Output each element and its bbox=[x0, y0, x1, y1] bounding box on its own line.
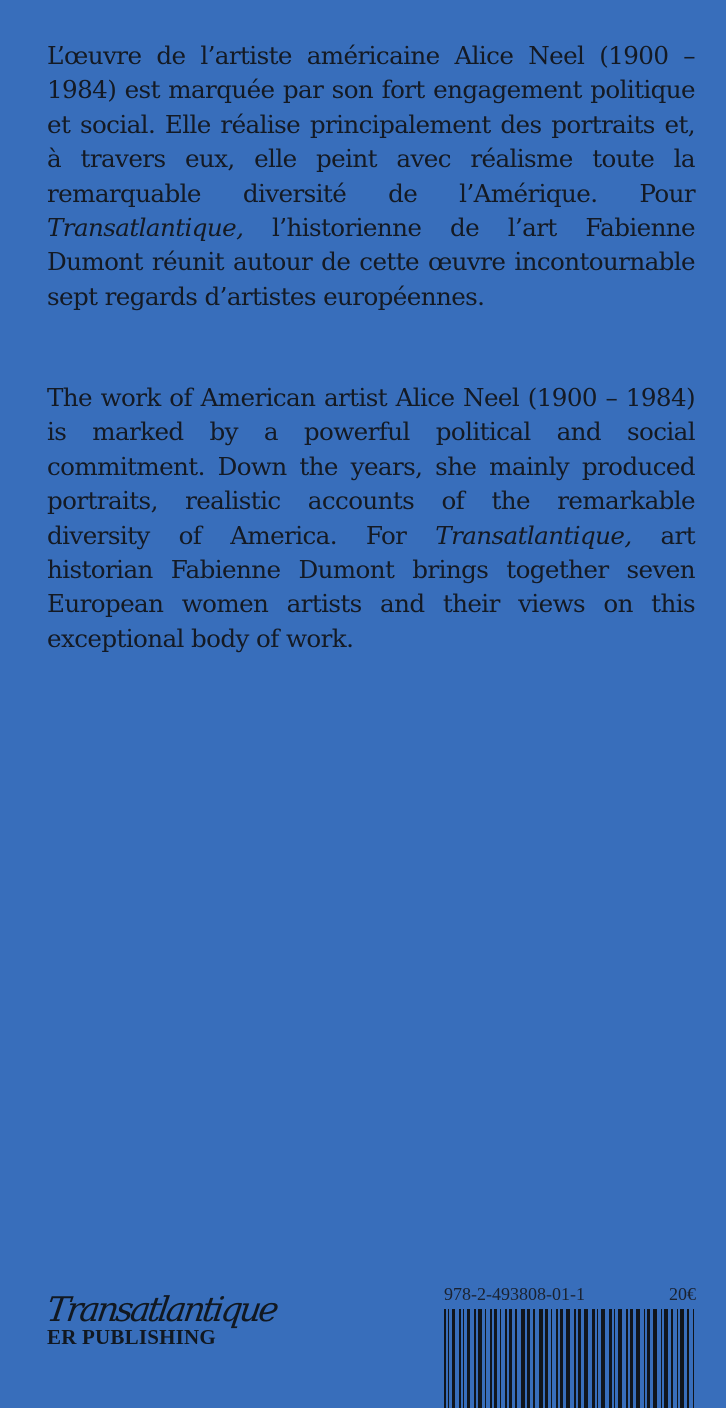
barcode-bar bbox=[478, 1309, 482, 1408]
barcode-bar bbox=[490, 1309, 492, 1408]
barcode-bar bbox=[630, 1309, 633, 1408]
barcode-bar bbox=[574, 1309, 576, 1408]
barcode-bar bbox=[533, 1309, 535, 1408]
barcode-bar bbox=[485, 1309, 486, 1408]
barcode-bar bbox=[592, 1309, 595, 1408]
barcode-bar bbox=[584, 1309, 588, 1408]
barcode-bar bbox=[500, 1309, 501, 1408]
barcode-bar bbox=[693, 1309, 694, 1408]
barcode-bar bbox=[515, 1309, 517, 1408]
barcode-bar bbox=[680, 1309, 684, 1408]
barcode-bar bbox=[505, 1309, 507, 1408]
publisher-logo bbox=[44, 1290, 279, 1349]
publisher-name: ER PUBLISHING bbox=[47, 1325, 216, 1349]
english-description bbox=[47, 381, 695, 656]
price-label: 20€ bbox=[669, 1284, 696, 1304]
barcode-bar bbox=[444, 1309, 446, 1408]
barcode-bar bbox=[609, 1309, 612, 1408]
barcode-bar bbox=[459, 1309, 461, 1408]
french-text-rest: l’historienne de l’art Fabienne Dumont réunit autour de cette œuvre incontournable sept regards d’artistes européennes. bbox=[47, 213, 695, 311]
barcode-bar bbox=[578, 1309, 581, 1408]
barcode-bar bbox=[618, 1309, 622, 1408]
barcode-bar bbox=[653, 1309, 657, 1408]
barcode-bar bbox=[647, 1309, 650, 1408]
barcode-bar bbox=[636, 1309, 640, 1408]
isbn-number: 978-2-493808-01-1 bbox=[444, 1284, 585, 1304]
french-text-intro: L’œuvre de l’artiste américaine Alice Neel (1900 – 1984) est marquée par son fort engagement politique et social. Elle réalise principalement des portraits et, à travers eux, elle peint avec réalisme toute la remarquable diversité de l’Amérique. Pour bbox=[47, 41, 695, 208]
barcode-bar bbox=[452, 1309, 455, 1408]
barcode-bar bbox=[601, 1309, 605, 1408]
barcode-bar bbox=[467, 1309, 470, 1408]
french-description bbox=[47, 39, 695, 314]
barcode-bar bbox=[539, 1309, 543, 1408]
barcode-bar bbox=[463, 1309, 464, 1408]
barcode-bar bbox=[448, 1309, 449, 1408]
barcode-bar bbox=[474, 1309, 476, 1408]
barcode-bar bbox=[661, 1309, 662, 1408]
barcode-bar bbox=[494, 1309, 497, 1408]
barcode-bar bbox=[521, 1309, 525, 1408]
barcode-bar bbox=[614, 1309, 615, 1408]
english-text-intro: The work of American artist Alice Neel (1900 – 1984) is marked by a powerful political and social commitment. Down the years, she mainly produced portraits, realistic accounts of the remarkable diversity of America. For bbox=[47, 383, 695, 550]
barcode-bar bbox=[671, 1309, 673, 1408]
barcode-bar bbox=[644, 1309, 645, 1408]
barcode-bar bbox=[560, 1309, 563, 1408]
barcode-bar bbox=[597, 1309, 598, 1408]
barcode-bar bbox=[626, 1309, 628, 1408]
barcode-bar bbox=[551, 1309, 552, 1408]
barcode-bar bbox=[527, 1309, 530, 1408]
transatlantique-wordmark: Transatlantique bbox=[44, 1290, 279, 1330]
english-text-rest: art historian Fabienne Dumont brings together seven European women artists and their views on this exceptional body of work. bbox=[47, 520, 695, 653]
barcode-bar bbox=[556, 1309, 558, 1408]
barcode-bar bbox=[509, 1309, 512, 1408]
barcode-bar bbox=[687, 1309, 689, 1408]
barcode-bar bbox=[664, 1309, 668, 1408]
barcode-bar bbox=[566, 1309, 570, 1408]
barcode bbox=[444, 1309, 696, 1408]
french-book-title: Transatlantique, bbox=[47, 213, 244, 243]
barcode-bar bbox=[545, 1309, 548, 1408]
barcode-bar bbox=[677, 1309, 678, 1408]
english-book-title: Transatlantique, bbox=[435, 520, 632, 550]
